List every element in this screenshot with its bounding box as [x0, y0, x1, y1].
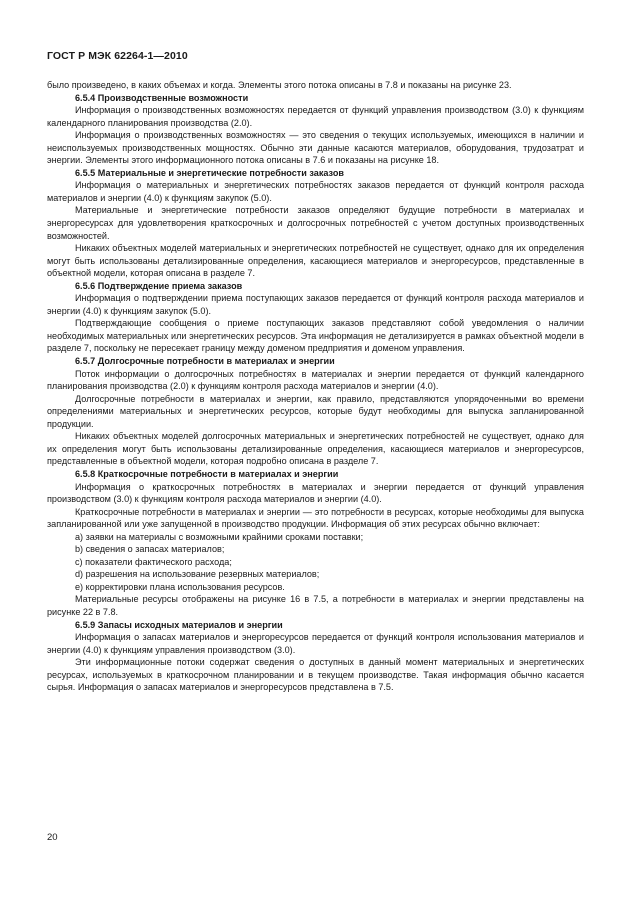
section-heading: 6.5.5 Материальные и энергетические потребности заказов [75, 167, 344, 178]
paragraph: Информация о краткосрочных потребностях в материалах и энергии передается от функций управления производством (3.0) к функциям контроля расхода материалов и энергии (4.0). [47, 481, 584, 505]
document-body [47, 79, 584, 694]
paragraph: Никаких объектных моделей долгосрочных материальных и энергетических потребностей не существует, однако для их определения могут быть использованы детализированные определения, касающиеся материалов и энергоресурсов, представленные в объектной модели, которая подробно описана в разделе 7. [47, 431, 584, 467]
paragraph: Информация о подтверждении приема поступающих заказов передается от функций контроля расхода материалов и энергии (4.0) к функциям закупок (5.0). [47, 293, 584, 316]
paragraph: Информация о производственных возможностях — это сведения о текущих используемых, имеющихся в наличии и неиспользуемых производственных мощностях. Обычно эти данные касаются материалов, оборудования, трудозатрат и энергии. Элементы этого информационного потока описаны в 7.6 и показаны на рисунке 18. [47, 130, 584, 166]
section-heading: 6.5.8 Краткосрочные потребности в материалах и энергии [75, 468, 339, 479]
paragraph: d) разрешения на использование резервных материалов; [75, 569, 320, 580]
paragraph: Никаких объектных моделей материальных и энергетических потребностей не существует, однако для их определения могут быть использованы детализированные определения, касающиеся материалов и энергоресурсов, представленные в объектной модели, которая описана в разделе 7. [47, 243, 584, 279]
paragraph: e) корректировки плана использования ресурсов. [75, 581, 285, 592]
paragraph: Информация о материальных и энергетических потребностях заказов передается от функций контроля расхода материалов и энергии (4.0) к функциям закупок (5.0). [47, 180, 584, 203]
paragraph: b) сведения о запасах материалов; [75, 544, 225, 555]
paragraph: Материальные ресурсы отображены на рисунке 16 в 7.5, а потребности в материалах и энергии представлены на рисунке 22 в 7.8. [47, 594, 584, 617]
paragraph: Материальные и энергетические потребности заказов определяют будущие потребности в материалах и энергоресурсах для удовлетворения краткосрочных и долгосрочных потребностей с учетом доступных производственных возможностей. [47, 205, 584, 241]
section-heading: 6.5.6 Подтверждение приема заказов [75, 280, 243, 291]
standard-header: ГОСТ Р МЭК 62264-1—2010 [47, 50, 188, 62]
paragraph: Эти информационные потоки содержат сведения о доступных в данный момент материальных и энергетических ресурсах, используемых в краткосрочном планировании и в текущем производстве. Такая информация обычно касается сырья. Информация о запасах материалов и энергоресурсов представлена в 7.5. [47, 657, 584, 693]
paragraph: Долгосрочные потребности в материалах и энергии, как правило, представляются упорядоченными во времени определениями материальных и энергетических ресурсов, которые будут необходимы для выпуска запланированной продукции. [47, 393, 584, 429]
paragraph: было произведено, в каких объемах и когда. Элементы этого потока описаны в 7.8 и показаны на рисунке 23. [47, 80, 512, 90]
paragraph: Подтверждающие сообщения о приеме поступающих заказов представляют собой уведомления о наличии необходимых материальных или энергетических ресурсов. Эта информация не детализируется в рамках объектной модели в разделе 7, поскольку не пересекает границу между доменом предприятия и доменом управления. [47, 318, 584, 354]
paragraph: a) заявки на материалы с возможными крайними сроками поставки; [75, 531, 364, 542]
paragraph: Поток информации о долгосрочных потребностях в материалах и энергии передается от функций календарного планирования производства (2.0) к функциям контроля расхода материалов и энергии (4.0). [47, 368, 584, 392]
paragraph: Информация о производственных возможностях передается от функций управления производством (3.0) к функциям календарного планирования производства (2.0). [47, 105, 584, 128]
paragraph: Информация о запасах материалов и энергоресурсов передается от функций контроля использования материалов и энергии (4.0) к функциям управления производством (3.0). [47, 632, 584, 655]
section-heading: 6.5.9 Запасы исходных материалов и энергии [75, 619, 283, 630]
paragraph: c) показатели фактического расхода; [75, 556, 232, 567]
paragraph: Краткосрочные потребности в материалах и энергии — это потребности в ресурсах, которые необходимы для выпуска запланированной или уже запущенной в производство продукции. Информация об этих ресурсах обычно включает: [47, 506, 584, 530]
section-heading: 6.5.4 Производственные возможности [75, 92, 249, 103]
section-heading: 6.5.7 Долгосрочные потребности в материалах и энергии [75, 356, 335, 367]
page-number: 20 [47, 832, 58, 843]
